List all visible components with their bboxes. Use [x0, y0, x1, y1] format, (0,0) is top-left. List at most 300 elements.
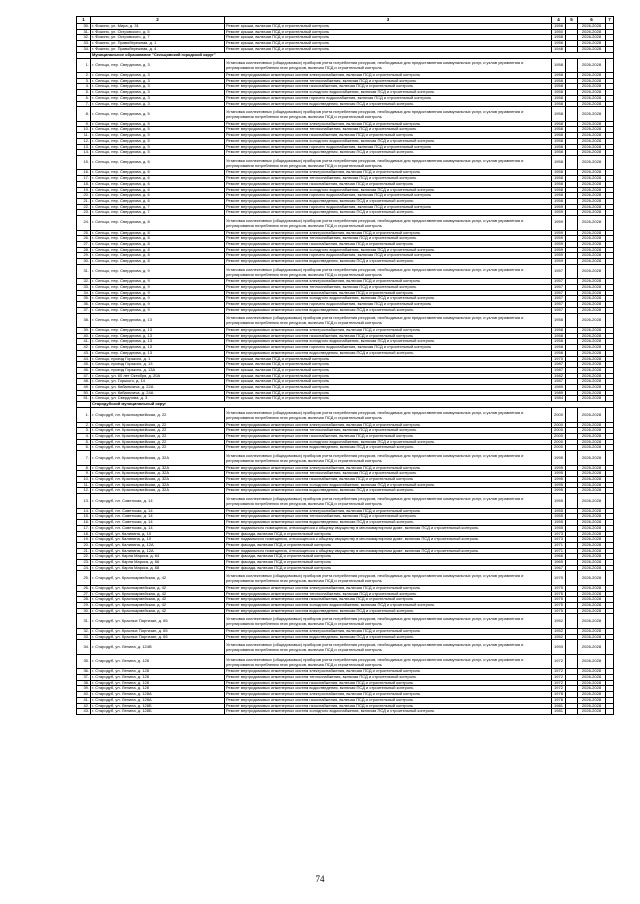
construction-year: 1958	[552, 121, 566, 127]
empty-cell	[606, 709, 614, 715]
work-type: Установка коллективных (общедомовых) приборов учета потребления ресурсов, необходимых для предоставления коммунальных услуг, и узлов управления и регулирования потребления этих ресурсов, включая ПСД и строительный контроль	[225, 614, 552, 629]
table-row	[77, 216, 614, 231]
construction-year: 2000	[552, 408, 566, 423]
row-number: 13.	[77, 494, 91, 509]
work-type: Ремонт внутридомовых инженерных систем электроснабжения, включая ПСД и строительный контроль	[225, 73, 552, 79]
address: г. Сельцо, пер. Свердлова, д. 13	[91, 339, 225, 345]
empty-cell	[606, 216, 614, 231]
construction-year: 1956	[552, 41, 566, 47]
work-type: Ремонт внутридомовых инженерных систем газоснабжения, включая ПСД и строительный контроль	[225, 697, 552, 703]
repair-period: 2026-2028	[578, 73, 606, 79]
row-number: 28.	[77, 597, 91, 603]
row-number: 32.	[77, 628, 91, 634]
construction-year: 1958	[552, 58, 566, 73]
work-type: Ремонт внутридомовых инженерных систем электроснабжения, включая ПСД и строительный контроль	[225, 508, 552, 514]
address: г. Стародуб, ул. Красноармейская, д. 42	[91, 597, 225, 603]
work-type: Ремонт внутридомовых инженерных систем холодного водоснабжения, включая ПСД и строительный контроль	[225, 482, 552, 488]
construction-year: 1958	[552, 138, 566, 144]
row-number: 41.	[77, 339, 91, 345]
repair-period: 2026-2028	[578, 654, 606, 669]
address: г. Сельцо, пер. Свердлова, д. 3	[91, 84, 225, 90]
table-row	[77, 654, 614, 669]
construction-year: 2000	[552, 434, 566, 440]
address: г. Стародуб, ул. Красноармейская, д. 42	[91, 585, 225, 591]
row-number: 27.	[77, 241, 91, 247]
repair-period: 2026-2028	[578, 542, 606, 548]
work-type: Ремонт внутридомовых инженерных систем теплоснабжения, включая ПСД и строительный контроль	[225, 471, 552, 477]
construction-year: 1995	[552, 471, 566, 477]
work-type: Ремонт внутридомовых инженерных систем электроснабжения, включая ПСД и строительный контроль	[225, 628, 552, 634]
address: г. Фокино, ул. Мира, д. 31	[91, 24, 225, 30]
row-number: 34.	[77, 46, 91, 52]
construction-year: 1972	[552, 680, 566, 686]
repair-period: 2026-2028	[578, 614, 606, 629]
row-number: 24.	[77, 216, 91, 231]
work-type: Ремонт крыши, включая ПСД и строительный контроль	[225, 41, 552, 47]
empty-cell	[606, 571, 614, 586]
row-number: 12.	[77, 138, 91, 144]
row-number: 29.	[77, 253, 91, 259]
repair-period: 2026-2028	[578, 204, 606, 210]
row-number: 4.	[77, 434, 91, 440]
municipality-name: Муниципальное образование "Сельцовский городской округ"	[91, 52, 614, 58]
work-type: Ремонт внутридомовых инженерных систем теплоснабжения, включая ПСД и строительный контроль	[225, 236, 552, 242]
row-number: 21.	[77, 548, 91, 554]
work-type: Ремонт внутридомовых инженерных систем водоотведения, включая ПСД и строительный контроль	[225, 259, 552, 265]
work-type: Ремонт внутридомовых инженерных систем газоснабжения, включая ПСД и строительный контроль	[225, 333, 552, 339]
row-number: 42.	[77, 703, 91, 709]
row-number: 8.	[77, 107, 91, 122]
row-number: 22.	[77, 204, 91, 210]
repair-period: 2026-2028	[578, 537, 606, 543]
construction-year: 1957	[552, 290, 566, 296]
work-type: Ремонт крыши, включая ПСД и строительный контроль	[225, 29, 552, 35]
address: г. Сельцо, пер. Свердлова, д. 8	[91, 236, 225, 242]
row-number: 16.	[77, 520, 91, 526]
address: г. Стародуб, пл. Красноармейская, д. 22	[91, 422, 225, 428]
construction-year: 1952	[552, 614, 566, 629]
work-type: Ремонт крыши, включая ПСД и строительный контроль	[225, 396, 552, 402]
repair-period: 2026-2028	[578, 488, 606, 494]
work-type: Ремонт внутридомовых инженерных систем горячего водоснабжения, включая ПСД и строительный контроль	[225, 95, 552, 101]
construction-year: 1958	[552, 90, 566, 96]
address: г. Сельцо, пер. Свердлова, д. 9	[91, 264, 225, 279]
repair-period: 2026-2028	[578, 328, 606, 334]
construction-year: 1958	[552, 101, 566, 107]
row-number: 43.	[77, 350, 91, 356]
address: г. Сельцо, пер. Свердлова, д. 8	[91, 253, 225, 259]
row-number: 28.	[77, 247, 91, 253]
address: г. Сельцо, пер. Свердлова, д. 13	[91, 333, 225, 339]
construction-year: 2000	[552, 439, 566, 445]
work-type: Ремонт фасада, включая ПСД и строительный контроль	[225, 542, 552, 548]
work-type: Ремонт подвального помещения, относящегося к общему имуществу в многоквартирном доме, включая ПСД и строительный контроль	[225, 537, 552, 543]
address: г. Стародуб, ул. Ленина, д. 128	[91, 675, 225, 681]
work-type: Ремонт внутридомовых инженерных систем водоотведения, включая ПСД и строительный контроль	[225, 150, 552, 156]
empty-cell	[606, 654, 614, 669]
address: г. Сельцо, пер. Свердлова, д. 6	[91, 181, 225, 187]
address: г. Фокино, ул. Правобережная, д. 4	[91, 46, 225, 52]
address: г. Сельцо, пер. Свердлова, д. 5	[91, 107, 225, 122]
repair-period: 2026-2028	[578, 35, 606, 41]
row-number: 7.	[77, 101, 91, 107]
repair-period: 2026-2028	[578, 571, 606, 586]
row-number: 21.	[77, 198, 91, 204]
col-header-4: 4	[552, 17, 566, 24]
construction-year: 1966	[552, 554, 566, 560]
repair-period: 2026-2028	[578, 628, 606, 634]
work-type: Ремонт фасада, включая ПСД и строительный контроль	[225, 565, 552, 571]
construction-year: 1971	[552, 542, 566, 548]
row-number: 9.	[77, 471, 91, 477]
table-row	[77, 614, 614, 629]
address: г. Стародуб, ул. Карла Маркса, д. 68	[91, 565, 225, 571]
address: г. Сельцо, пер. Свердлова, д. 3	[91, 101, 225, 107]
work-type: Ремонт внутридомовых инженерных систем теплоснабжения, включая ПСД и строительный контроль	[225, 78, 552, 84]
repair-period: 2026-2028	[578, 408, 606, 423]
repair-period: 2026-2028	[578, 29, 606, 35]
address: г. Стародуб, ул. Калинина, д. 10	[91, 531, 225, 537]
repair-period: 2026-2028	[578, 78, 606, 84]
construction-year: 1975	[552, 571, 566, 586]
construction-year: 2000	[552, 422, 566, 428]
repair-period: 2026-2028	[578, 373, 606, 379]
construction-year: 1995	[552, 465, 566, 471]
repair-period: 2026-2028	[578, 210, 606, 216]
address: г. Сельцо, проезд Горького, д. 13	[91, 362, 225, 368]
construction-year: 1952	[552, 634, 566, 640]
repair-period: 2026-2028	[578, 84, 606, 90]
work-type: Ремонт внутридомовых инженерных систем горячего водоснабжения, включая ПСД и строительный контроль	[225, 193, 552, 199]
construction-year: 1978	[552, 692, 566, 698]
row-number: 1.	[77, 58, 91, 73]
construction-year: 1959	[552, 210, 566, 216]
construction-year: 1978	[552, 697, 566, 703]
repair-period: 2026-2028	[578, 95, 606, 101]
construction-year: 1981	[552, 709, 566, 715]
row-number: 46.	[77, 367, 91, 373]
repair-period: 2026-2028	[578, 597, 606, 603]
row-number: 23.	[77, 210, 91, 216]
work-type: Ремонт внутридомовых инженерных систем водоотведения, включая ПСД и строительный контроль	[225, 488, 552, 494]
address: г. Сельцо, пер. Свердлова, д. 3	[91, 73, 225, 79]
repair-period: 2026-2028	[578, 525, 606, 531]
address: г. Стародуб, ул. Ленина, д. 128А	[91, 692, 225, 698]
construction-year: 1973	[552, 537, 566, 543]
repair-period: 2026-2028	[578, 362, 606, 368]
address: г. Сельцо, пер. Свердлова, д. 9	[91, 302, 225, 308]
row-number: 16.	[77, 170, 91, 176]
address: г. Стародуб, пл. Красноармейская, д. 22	[91, 408, 225, 423]
construction-year: 1958	[552, 181, 566, 187]
address: г. Стародуб, ул. Красных Партизан, д. 65	[91, 614, 225, 629]
work-type: Установка коллективных (общедомовых) приборов учета потребления ресурсов, необходимых для предоставления коммунальных услуг, и узлов управления и регулирования потребления этих ресурсов, включая ПСД и строительный контроль	[225, 654, 552, 669]
repair-schedule-table	[76, 16, 614, 715]
repair-period: 2026-2028	[578, 692, 606, 698]
repair-period: 2026-2028	[578, 187, 606, 193]
repair-period: 2026-2028	[578, 46, 606, 52]
work-type: Ремонт внутридомовых инженерных систем горячего водоснабжения, включая ПСД и строительный контроль	[225, 253, 552, 259]
construction-year: 1958	[552, 198, 566, 204]
row-number: 33.	[77, 634, 91, 640]
repair-period: 2026-2028	[578, 520, 606, 526]
work-type: Установка коллективных (общедомовых) приборов учета потребления ресурсов, необходимых для предоставления коммунальных услуг, и узлов управления и регулирования потребления этих ресурсов, включая ПСД и строительный контроль	[225, 264, 552, 279]
work-type: Ремонт внутридомовых инженерных систем водоотведения, включая ПСД и строительный контроль	[225, 307, 552, 313]
repair-period: 2026-2028	[578, 296, 606, 302]
row-number: 33.	[77, 41, 91, 47]
repair-period: 2026-2028	[578, 396, 606, 402]
table-row	[77, 155, 614, 170]
work-type: Ремонт внутридомовых инженерных систем горячего водоснабжения, включая ПСД и строительный контроль	[225, 144, 552, 150]
construction-year: 1993	[552, 640, 566, 655]
empty-cell	[566, 494, 578, 509]
repair-period: 2026-2028	[578, 133, 606, 139]
work-type: Ремонт внутридомовых инженерных систем электроснабжения, включая ПСД и строительный контроль	[225, 585, 552, 591]
row-number: 39.	[77, 328, 91, 334]
repair-period: 2026-2028	[578, 41, 606, 47]
row-number: 18.	[77, 531, 91, 537]
empty-cell	[606, 107, 614, 122]
construction-year: 1995	[552, 482, 566, 488]
work-type: Ремонт внутридомовых инженерных систем теплоснабжения, включая ПСД и строительный контроль	[225, 176, 552, 182]
work-type: Ремонт внутридомовых инженерных систем водоотведения, включая ПСД и строительный контроль	[225, 520, 552, 526]
repair-period: 2026-2028	[578, 603, 606, 609]
construction-year: 1958	[552, 345, 566, 351]
empty-cell	[606, 58, 614, 73]
construction-year: 1956	[552, 24, 566, 30]
repair-period: 2026-2028	[578, 290, 606, 296]
work-type: Ремонт внутридомовых инженерных систем холодного водоснабжения, включая ПСД и строительный контроль	[225, 296, 552, 302]
address: г. Сельцо, пер. Свердлова, д. 5	[91, 144, 225, 150]
address: г. Сельцо, пер. Свердлова, д. 5	[91, 138, 225, 144]
row-number: 30.	[77, 259, 91, 265]
row-number: 2.	[77, 73, 91, 79]
work-type: Ремонт внутридомовых инженерных систем теплоснабжения, включая ПСД и строительный контроль	[225, 675, 552, 681]
table-row	[77, 264, 614, 279]
construction-year: 1958	[552, 35, 566, 41]
work-type: Ремонт внутридомовых инженерных систем холодного водоснабжения, включая ПСД и строительный контроль	[225, 603, 552, 609]
construction-year: 1965	[552, 560, 566, 566]
repair-period: 2026-2028	[578, 514, 606, 520]
row-number: 32.	[77, 35, 91, 41]
address: г. Стародуб, пл. Красноармейская, д. 32А	[91, 477, 225, 483]
repair-period: 2026-2028	[578, 170, 606, 176]
work-type: Ремонт внутридомовых инженерных систем электроснабжения, включая ПСД и строительный контроль	[225, 669, 552, 675]
repair-period: 2026-2028	[578, 193, 606, 199]
work-type: Ремонт внутридомовых инженерных систем теплоснабжения, включая ПСД и строительный контроль	[225, 428, 552, 434]
work-type: Ремонт внутридомовых инженерных систем горячего водоснабжения, включая ПСД и строительный контроль	[225, 204, 552, 210]
row-number: 18.	[77, 181, 91, 187]
construction-year: 1975	[552, 608, 566, 614]
row-number: 42.	[77, 345, 91, 351]
work-type: Ремонт крыши, включая ПСД и строительный контроль	[225, 24, 552, 30]
row-number: 14.	[77, 150, 91, 156]
repair-period: 2026-2028	[578, 445, 606, 451]
repair-period: 2026-2028	[578, 313, 606, 328]
work-type: Ремонт внутридомовых инженерных систем газоснабжения, включая ПСД и строительный контроль	[225, 133, 552, 139]
col-header-5: 5	[566, 17, 578, 24]
address: г. Сельцо, пер. Свердлова, д. 9	[91, 285, 225, 291]
construction-year: 1959	[552, 241, 566, 247]
repair-period: 2026-2028	[578, 385, 606, 391]
construction-year: 1959	[552, 204, 566, 210]
empty-cell	[606, 408, 614, 423]
address: г. Стародуб, ул. Карла Маркса, д. 66	[91, 560, 225, 566]
construction-year: 1958	[552, 193, 566, 199]
construction-year: 1959	[552, 236, 566, 242]
address: г. Стародуб, ул. Ленина, д. 124В	[91, 640, 225, 655]
construction-year: 1957	[552, 279, 566, 285]
repair-period: 2026-2028	[578, 686, 606, 692]
work-type: Ремонт внутридомовых инженерных систем электроснабжения, включая ПСД и строительный контроль	[225, 328, 552, 334]
row-number: 29.	[77, 603, 91, 609]
address: г. Сельцо, пер. Свердлова, д. 6	[91, 193, 225, 199]
address: г. Стародуб, пл. Красноармейская, д. 32А	[91, 465, 225, 471]
row-number: 19.	[77, 187, 91, 193]
construction-year: 1995	[552, 488, 566, 494]
address: г. Стародуб, ул. Красноармейская, д. 42	[91, 608, 225, 614]
construction-year: 1958	[552, 155, 566, 170]
address: г. Стародуб, ул. Красноармейская, д. 42	[91, 571, 225, 586]
construction-year: 1958	[552, 78, 566, 84]
work-type: Ремонт внутридомовых инженерных систем газоснабжения, включая ПСД и строительный контроль	[225, 84, 552, 90]
row-number: 5.	[77, 439, 91, 445]
address: г. Сельцо, пер. Свердлова, д. 5	[91, 121, 225, 127]
repair-period: 2026-2028	[578, 259, 606, 265]
empty-cell	[566, 614, 578, 629]
address: г. Сельцо, пер. Свердлова, д. 8	[91, 241, 225, 247]
col-header-6: 6	[578, 17, 606, 24]
work-type: Ремонт крыши, включая ПСД и строительный контроль	[225, 46, 552, 52]
work-type: Ремонт внутридомовых инженерных систем газоснабжения, включая ПСД и строительный контроль	[225, 703, 552, 709]
row-number: 51.	[77, 396, 91, 402]
row-number: 43.	[77, 709, 91, 715]
row-number: 9.	[77, 121, 91, 127]
work-type: Установка коллективных (общедомовых) приборов учета потребления ресурсов, необходимых для предоставления коммунальных услуг, и узлов управления и регулирования потребления этих ресурсов, включая ПСД и строительный контроль	[225, 494, 552, 509]
address: г. Стародуб, ул. Карла Маркса, д. 64	[91, 554, 225, 560]
address: г. Стародуб, пл. Красноармейская, д. 32А	[91, 471, 225, 477]
row-number: 40.	[77, 333, 91, 339]
address: г. Сельцо, пер. Свердлова, д. 6	[91, 187, 225, 193]
repair-period: 2026-2028	[578, 494, 606, 509]
address: г. Фокино, ул. Правобережная, д. 1	[91, 41, 225, 47]
work-type: Ремонт крыши, включая ПСД и строительный контроль	[225, 356, 552, 362]
row-number: 35.	[77, 654, 91, 669]
address: г. Стародуб, ул. Красных Партизан, д. 65	[91, 628, 225, 634]
row-number: 11.	[77, 133, 91, 139]
work-type: Ремонт внутридомовых инженерных систем водоотведения, включая ПСД и строительный контроль	[225, 634, 552, 640]
work-type: Установка коллективных (общедомовых) приборов учета потребления ресурсов, необходимых для предоставления коммунальных услуг, и узлов управления и регулирования потребления этих ресурсов, включая ПСД и строительный контроль	[225, 216, 552, 231]
work-type: Установка коллективных (общедомовых) приборов учета потребления ресурсов, необходимых для предоставления коммунальных услуг, и узлов управления и регулирования потребления этих ресурсов, включая ПСД и строительный контроль	[225, 451, 552, 466]
repair-period: 2026-2028	[578, 236, 606, 242]
row-number: 38.	[77, 313, 91, 328]
work-type: Ремонт внутридомовых инженерных систем холодного водоснабжения, включая ПСД и строительный контроль	[225, 439, 552, 445]
work-type: Ремонт внутридомовых инженерных систем холодного водоснабжения, включая ПСД и строительный контроль	[225, 187, 552, 193]
address: г. Стародуб, ул. Ленина, д. 128	[91, 680, 225, 686]
col-header-2: 2	[91, 17, 225, 24]
address: г. Сельцо, пер. Свердлова, д. 13	[91, 313, 225, 328]
construction-year: 1987	[552, 367, 566, 373]
construction-year: 1982	[552, 373, 566, 379]
construction-year: 1957	[552, 307, 566, 313]
address: г. Сельцо, ул. Горького, д. 14	[91, 379, 225, 385]
repair-period: 2026-2028	[578, 58, 606, 73]
construction-year: 1989	[552, 385, 566, 391]
row-number: 1.	[77, 408, 91, 423]
address: г. Сельцо, пер. Свердлова, д. 6	[91, 155, 225, 170]
construction-year: 1972	[552, 654, 566, 669]
row-number: 31.	[77, 29, 91, 35]
address: г. Сельцо, пер. Свердлова, д. 8	[91, 247, 225, 253]
repair-period: 2026-2028	[578, 680, 606, 686]
row-number: 34.	[77, 640, 91, 655]
row-number: 25.	[77, 571, 91, 586]
address: г. Сельцо, пер. Свердлова, д. 9	[91, 307, 225, 313]
repair-period: 2026-2028	[578, 127, 606, 133]
empty-cell	[566, 58, 578, 73]
work-type: Ремонт внутридомовых инженерных систем холодного водоснабжения, включая ПСД и строительный контроль	[225, 90, 552, 96]
work-type: Ремонт внутридомовых инженерных систем электроснабжения, включая ПСД и строительный контроль	[225, 170, 552, 176]
row-number: 39.	[77, 686, 91, 692]
row-number: 3.	[77, 78, 91, 84]
address: г. Стародуб, ул. Ленина, д. 128Б	[91, 709, 225, 715]
repair-period: 2026-2028	[578, 90, 606, 96]
repair-period: 2026-2028	[578, 367, 606, 373]
row-number: 47.	[77, 373, 91, 379]
table-row	[77, 571, 614, 586]
construction-year: 1972	[552, 686, 566, 692]
row-number: 30.	[77, 24, 91, 30]
work-type: Установка коллективных (общедомовых) приборов учета потребления ресурсов, необходимых для предоставления коммунальных услуг, и узлов управления и регулирования потребления этих ресурсов, включая ПСД и строительный контроль	[225, 571, 552, 586]
repair-period: 2026-2028	[578, 253, 606, 259]
empty-cell	[566, 640, 578, 655]
empty-cell	[566, 155, 578, 170]
repair-period: 2026-2028	[578, 465, 606, 471]
construction-year: 1975	[552, 585, 566, 591]
work-type: Ремонт внутридомовых инженерных систем горячего водоснабжения, включая ПСД и строительный контроль	[225, 345, 552, 351]
repair-period: 2026-2028	[578, 144, 606, 150]
construction-year: 1972	[552, 669, 566, 675]
row-number: 5.	[77, 90, 91, 96]
row-number: 12.	[77, 488, 91, 494]
address: г. Сельцо, ул. 60 лет Октября, д. 20А	[91, 373, 225, 379]
repair-period: 2026-2028	[578, 591, 606, 597]
work-type: Ремонт фасада, включая ПСД и строительный контроль	[225, 560, 552, 566]
address: г. Стародуб, пл. Советская, д. 14	[91, 525, 225, 531]
construction-year: 1959	[552, 259, 566, 265]
repair-period: 2026-2028	[578, 471, 606, 477]
work-type: Ремонт внутридомовых инженерных систем газоснабжения, включая ПСД и строительный контроль	[225, 680, 552, 686]
work-type: Установка коллективных (общедомовых) приборов учета потребления ресурсов, необходимых для предоставления коммунальных услуг, и узлов управления и регулирования потребления этих ресурсов, включая ПСД и строительный контроль	[225, 408, 552, 423]
address: г. Стародуб, пл. Советская, д. 14	[91, 514, 225, 520]
address: г. Стародуб, ул. Ленина, д. 128	[91, 654, 225, 669]
construction-year: 1981	[552, 703, 566, 709]
address: г. Сельцо, пер. Свердлова, д. 6	[91, 198, 225, 204]
address: г. Стародуб, ул. Красноармейская, д. 42	[91, 603, 225, 609]
repair-period: 2026-2028	[578, 198, 606, 204]
row-number: 45.	[77, 362, 91, 368]
construction-year: 1958	[552, 313, 566, 328]
repair-period: 2026-2028	[578, 345, 606, 351]
repair-period: 2026-2028	[578, 339, 606, 345]
construction-year: 1958	[552, 84, 566, 90]
address: г. Сельцо, пер. Свердлова, д. 7	[91, 204, 225, 210]
row-number: 36.	[77, 669, 91, 675]
empty-cell	[606, 264, 614, 279]
construction-year: 1958	[552, 133, 566, 139]
work-type: Ремонт внутридомовых инженерных систем газоснабжения, включая ПСД и строительный контроль	[225, 181, 552, 187]
row-number: 33.	[77, 285, 91, 291]
